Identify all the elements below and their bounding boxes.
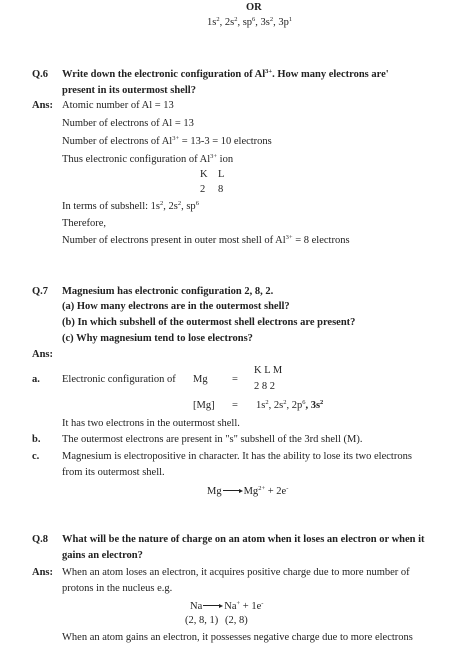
shell-value-k: 2 bbox=[200, 184, 206, 195]
sub-question-a: (a) How many electrons are in the outermost shell? bbox=[62, 301, 290, 312]
answer-line: Number of electrons present in outer most shell of $Al^{3+} = 8$ electrons bbox=[62, 234, 350, 246]
question-number: Q.7 bbox=[32, 286, 49, 297]
answer-line: Atomic number of Al = 13 bbox=[62, 100, 174, 111]
answer-line: Number of electrons of $Al^{3+} = 13-3 = 10$ electrons bbox=[62, 135, 272, 147]
item-label-a: a. bbox=[32, 374, 40, 385]
question-text-line2: present in its outermost shell? bbox=[62, 85, 196, 96]
arrow-head-icon bbox=[239, 489, 243, 493]
question-number: Q.6 bbox=[32, 69, 49, 80]
answer-line: protons in the nucleus e.g. bbox=[62, 583, 173, 594]
shell-label-k: K bbox=[200, 169, 208, 180]
answer-line: Electronic configuration of bbox=[62, 374, 176, 385]
ionization-equation: Mg $Mg^{2+} + 2e^-$ bbox=[207, 485, 289, 497]
equals-sign: = bbox=[232, 400, 238, 411]
answer-line: When an atom loses an electron, it acquires positive charge due to more number of bbox=[62, 567, 410, 578]
answer-line: In terms of subshell: $1s^2$, $2s^2$, $sp^6$ bbox=[62, 200, 199, 212]
answer-line: When an atom gains an electron, it possesses negative charge due to more electrons bbox=[62, 632, 413, 643]
item-label-b: b. bbox=[32, 434, 41, 445]
question-text: Write down the electronic configuration of $Al^{3+}$. How many electrons are' bbox=[62, 68, 389, 80]
answer-line: It has two electrons in the outermost shell. bbox=[62, 418, 240, 429]
element-symbol: Mg bbox=[193, 374, 208, 385]
answer-line: Thus electronic configuration of $Al^{3+}$ ion bbox=[62, 153, 234, 165]
arrow-icon bbox=[223, 490, 239, 491]
shell-value-l: 8 bbox=[218, 184, 224, 195]
answer-label: Ans: bbox=[32, 100, 54, 111]
sub-question-b: (b) In which subshell of the outermost shell electrons are present? bbox=[62, 317, 356, 328]
or-label: OR bbox=[246, 2, 262, 13]
answer-line: Number of electrons of Al = 13 bbox=[62, 118, 194, 129]
question-text: What will be the nature of charge on an atom when it loses an electron or when it bbox=[62, 534, 425, 545]
element-symbol-bracket: [Mg] bbox=[193, 400, 215, 411]
equals-sign: = bbox=[232, 374, 238, 385]
answer-line: from its outermost shell. bbox=[62, 467, 165, 478]
question-text-line2: gains an electron? bbox=[62, 550, 143, 561]
ionization-equation: Na Na+ + 1e- bbox=[190, 600, 264, 612]
answer-line: Magnesium is electropositive in character. It has the ability to lose its two electrons bbox=[62, 451, 412, 462]
arrow-icon bbox=[203, 605, 219, 606]
configuration-left: (2, 8, 1) bbox=[185, 615, 219, 626]
configuration-right: (2, 8) bbox=[225, 615, 248, 626]
question-number: Q.8 bbox=[32, 534, 49, 545]
answer-label: Ans: bbox=[32, 349, 54, 360]
arrow-head-icon bbox=[219, 604, 223, 608]
answer-label: Ans: bbox=[32, 567, 54, 578]
electronic-configuration-line: $1s^2$, $2s^2$, $sp^6$, $3s^2$, $3p^1$ bbox=[207, 16, 293, 28]
answer-line: Therefore, bbox=[62, 218, 107, 229]
shell-label-l: L bbox=[218, 169, 225, 180]
shell-values: 2 8 2 bbox=[254, 381, 275, 392]
question-text: Magnesium has electronic configuration 2, 8, 2. bbox=[62, 286, 274, 297]
sub-question-c: (c) Why magnesium tend to lose electrons? bbox=[62, 333, 253, 344]
answer-line: The outermost electrons are present in "s" subshell of the 3rd shell (M). bbox=[62, 434, 363, 445]
mg-configuration: $1s^2$, $2s^2$, $2p^6$, $3s^2$ bbox=[256, 399, 324, 411]
shell-labels: K L M bbox=[254, 365, 283, 376]
item-label-c: c. bbox=[32, 451, 40, 462]
